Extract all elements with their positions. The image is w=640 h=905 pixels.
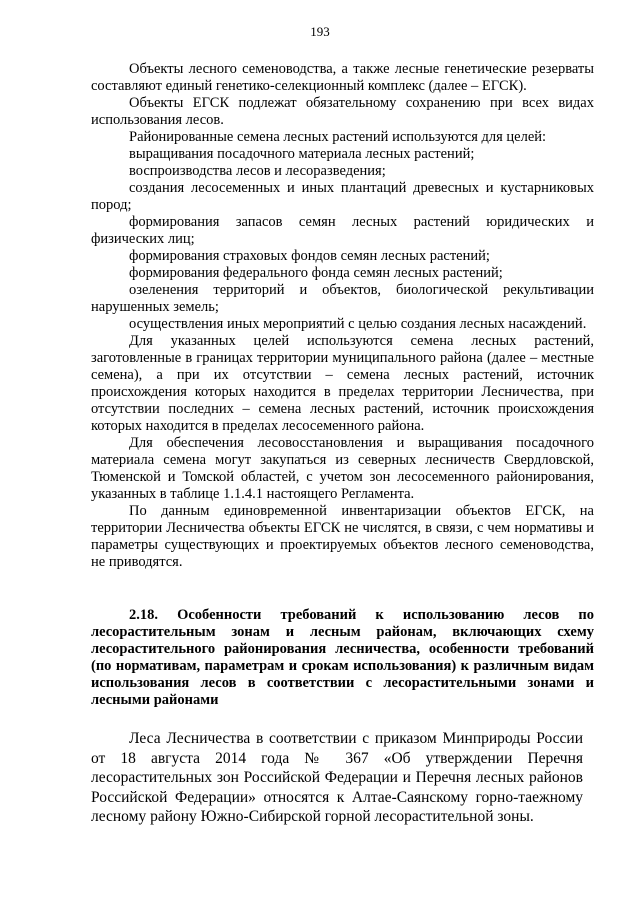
page-number: 193 [310,24,330,39]
list-item-plantations: создания лесосеменных и иных плантаций древесных и кустарниковых пород; [91,180,594,213]
paragraph-egsk-definition: Объекты лесного семеноводства, а также лесные генетические резерваты составляют единый генетико-селекционный комплекс (далее – ЕГСК). [91,61,594,94]
list-item-other-activities: осуществления иных мероприятий с целью создания лесных насаждений. [129,316,587,332]
paragraph-local-seeds: Для указанных целей используются семена лесных растений, заготовленные в границах территории муниципального района (далее – местные семена), а при их отсутствии – семена лесных растений, источник происхождения которых находится в пределах территории Лесничества, при отсутствии последних – семена лесных растений, источник происхождения которых находится в пределах лесосеменного района. [91,333,594,434]
paragraph-seed-procurement: Для обеспечения лесовосстановления и выращивания посадочного материала семена могут закупаться из северных лесничеств Свердловской, Тюменской и Томской областей, с учетом зон лесосеменного районирования, указанных в таблице 1.1.4.1 настоящего Регламента. [91,435,594,502]
section-heading: 2.18. Особенности требований к использованию лесов по лесорастительным зонам и лесным районам, включающих схему лесорастительного районирования лесничества, особенности требований (по нормативам, параметрам и срокам использования) к различным видам использования лесов в соответствии с лесорастительными зонами и лесными районами [91,607,594,708]
paragraph-seed-purposes-intro: Районированные семена лесных растений используются для целей: [129,129,547,145]
paragraph-inventory: По данным единовременной инвентаризации объектов ЕГСК, на территории Лесничества объекты ЕГСК не числятся, в связи, с чем нормативы и параметры существующих и проектируемых объектов лесного семеноводства, не приводятся. [91,503,594,570]
list-item-landscaping: озеленения территорий и объектов, биологической рекультивации нарушенных земель; [91,282,594,315]
list-item-seedling-growing: выращивания посадочного материала лесных растений; [129,146,475,162]
document-body [91,61,594,827]
list-item-seed-stocks: формирования запасов семян лесных растений юридических и физических лиц; [91,214,594,247]
list-item-insurance-funds: формирования страховых фондов семян лесных растений; [129,248,490,264]
list-item-federal-fund: формирования федерального фонда семян лесных растений; [129,265,503,281]
list-item-reforestation: воспроизводства лесов и лесоразведения; [129,163,386,179]
paragraph-forest-zone: Леса Лесничества в соответствии с приказом Минприроды России от 18 августа 2014 года № 367 «Об утверждении Перечня лесорастительных зон Российской Федерации и Перечня лесных районов Российской Федерации» относятся к Алтае-Саянскому горно-таежному лесному району Южно-Сибирской горной лесорастительной зоны. [91,730,583,825]
paragraph-egsk-preservation: Объекты ЕГСК подлежат обязательному сохранению при всех видах использования лесов. [91,95,594,128]
